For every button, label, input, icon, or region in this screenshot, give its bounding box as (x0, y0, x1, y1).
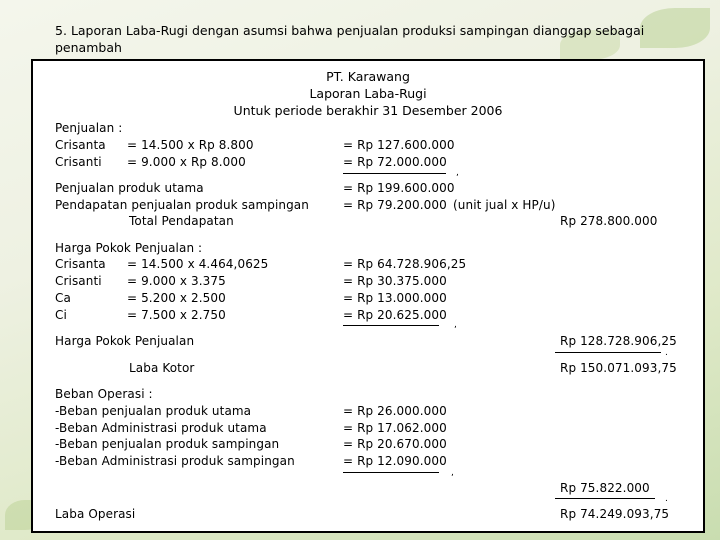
report-title: Laporan Laba-Rugi (309, 86, 427, 101)
plus-mark: , (454, 320, 457, 330)
laba-kotor-amount: Rp 150.071.093,75 (560, 361, 677, 375)
pendapatan-sampingan-label: Pendapatan penjualan produk sampingan (55, 198, 309, 212)
company-name: PT. Karawang (326, 69, 410, 84)
hpp-row-calc: = 5.200 x 2.500 (127, 291, 226, 305)
beban-row-amount: = Rp 12.090.000 (343, 454, 447, 468)
hpp-total-amount: Rp 128.728.906,25 (560, 334, 677, 348)
penjualan-row-label: Crisanta (55, 138, 106, 152)
laba-kotor-label: Laba Kotor (129, 361, 195, 375)
penjualan-utama-amount: = Rp 199.600.000 (343, 181, 455, 195)
minus-mark: . (665, 494, 668, 504)
hpp-row-amount: = Rp 30.375.000 (343, 274, 447, 288)
pendapatan-sampingan-note: (unit jual x HP/u) (453, 198, 556, 212)
hpp-row-calc: = 7.500 x 2.750 (127, 308, 226, 322)
minus-mark: . (665, 348, 668, 358)
plus-mark: , (451, 468, 454, 478)
hpp-row-label: Ci (55, 308, 67, 322)
beban-header: Beban Operasi : (55, 387, 153, 401)
beban-row-amount: = Rp 26.000.000 (343, 404, 447, 418)
subtotal-rule (343, 472, 439, 473)
hpp-header: Harga Pokok Penjualan : (55, 241, 203, 255)
subtotal-rule (343, 173, 446, 174)
beban-row-label: -Beban penjualan produk sampingan (55, 437, 280, 451)
hpp-row-amount: = Rp 64.728.906,25 (343, 257, 467, 271)
penjualan-row-amount: = Rp 127.600.000 (343, 138, 455, 152)
beban-total-amount: Rp 75.822.000 (560, 481, 650, 495)
total-pendapatan-label: Total Pendapatan (129, 214, 234, 228)
total-pendapatan-amount: Rp 278.800.000 (560, 214, 658, 228)
hpp-row-label: Crisanta (55, 257, 106, 271)
beban-row-amount: = Rp 20.670.000 (343, 437, 447, 451)
question-number: 5. (55, 23, 67, 38)
penjualan-row-calc: = 14.500 x Rp 8.800 (127, 138, 254, 152)
penjualan-row-label: Crisanti (55, 155, 102, 169)
beban-row-label: -Beban Administrasi produk utama (55, 421, 267, 435)
hpp-total-label: Harga Pokok Penjualan (55, 334, 195, 348)
hpp-row-calc: = 14.500 x 4.464,0625 (127, 257, 269, 271)
penjualan-row-calc: = 9.000 x Rp 8.000 (127, 155, 246, 169)
penjualan-utama-label: Penjualan produk utama (55, 181, 204, 195)
report-period: Untuk periode berakhir 31 Desember 2006 (233, 103, 503, 118)
laba-operasi-label: Laba Operasi (55, 507, 136, 521)
hpp-row-amount: = Rp 20.625.000 (343, 308, 447, 322)
hpp-row-amount: = Rp 13.000.000 (343, 291, 447, 305)
subtotal-rule (555, 498, 655, 499)
subtotal-rule (343, 325, 439, 326)
pendapatan-sampingan-amount: = Rp 79.200.000 (343, 198, 447, 212)
question-text-line-1: Laporan Laba-Rugi dengan asumsi bahwa penjualan produksi sampingan dianggap sebagai penambah (55, 23, 645, 55)
income-statement-sheet (31, 59, 705, 533)
beban-row-amount: = Rp 17.062.000 (343, 421, 447, 435)
beban-row-label: -Beban Administrasi produk sampingan (55, 454, 295, 468)
hpp-row-label: Ca (55, 291, 71, 305)
beban-row-label: -Beban penjualan produk utama (55, 404, 252, 418)
hpp-row-calc: = 9.000 x 3.375 (127, 274, 226, 288)
hpp-row-label: Crisanti (55, 274, 102, 288)
plus-mark: , (456, 168, 459, 178)
penjualan-row-amount: = Rp 72.000.000 (343, 155, 447, 169)
laba-operasi-amount: Rp 74.249.093,75 (560, 507, 670, 521)
penjualan-header: Penjualan : (55, 121, 123, 135)
subtotal-rule (555, 352, 661, 353)
